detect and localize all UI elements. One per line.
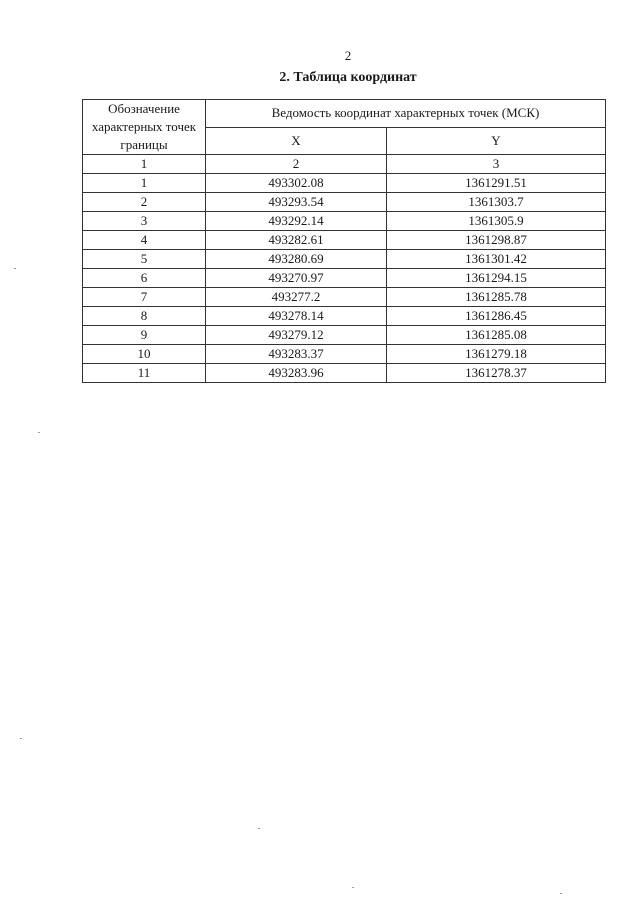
point-number-cell: 10 xyxy=(83,345,206,364)
y-coordinate-cell: 1361303.7 xyxy=(387,193,606,212)
points-column-header: Обозначение характерных точек границы xyxy=(83,100,206,155)
statement-header: Ведомость координат характерных точек (МСК) xyxy=(206,100,606,128)
table-row xyxy=(83,288,606,307)
x-coordinate-cell: 493302.08 xyxy=(206,174,387,193)
point-number-cell: 8 xyxy=(83,307,206,326)
x-coordinate-cell: 493270.97 xyxy=(206,269,387,288)
table-row xyxy=(83,269,606,288)
y-coordinate-cell: 1361278.37 xyxy=(387,364,606,383)
table-row xyxy=(83,193,606,212)
scan-speck xyxy=(14,268,16,269)
table-title: 2. Таблица координат xyxy=(279,70,417,85)
point-number-cell: 1 xyxy=(83,174,206,193)
table-row xyxy=(83,250,606,269)
y-coordinate-cell: 1361291.51 xyxy=(387,174,606,193)
x-coordinate-cell: 493282.61 xyxy=(206,231,387,250)
point-number-cell: 7 xyxy=(83,288,206,307)
x-column-header: X xyxy=(206,127,387,155)
x-coordinate-cell: 493283.96 xyxy=(206,364,387,383)
point-number-cell: 4 xyxy=(83,231,206,250)
y-coordinate-cell: 1361294.15 xyxy=(387,269,606,288)
table-row xyxy=(83,212,606,231)
coordinates-table xyxy=(82,99,606,383)
y-coordinate-cell: 1361301.42 xyxy=(387,250,606,269)
point-number-cell: 3 xyxy=(83,212,206,231)
x-coordinate-cell: 493277.2 xyxy=(206,288,387,307)
table-row xyxy=(83,174,606,193)
table-row xyxy=(83,326,606,345)
scan-speck xyxy=(38,432,40,433)
x-coordinate-cell: 493293.54 xyxy=(206,193,387,212)
scan-speck xyxy=(560,893,562,894)
y-coordinate-cell: 1361298.87 xyxy=(387,231,606,250)
scan-speck xyxy=(20,738,22,739)
scan-speck xyxy=(258,828,260,829)
point-number-cell: 11 xyxy=(83,364,206,383)
point-number-cell: 5 xyxy=(83,250,206,269)
index-cell: 3 xyxy=(387,155,606,174)
x-coordinate-cell: 493279.12 xyxy=(206,326,387,345)
y-column-header: Y xyxy=(387,127,606,155)
index-row xyxy=(83,155,606,174)
table-row xyxy=(83,345,606,364)
index-cell: 2 xyxy=(206,155,387,174)
y-coordinate-cell: 1361285.08 xyxy=(387,326,606,345)
table-row xyxy=(83,307,606,326)
x-coordinate-cell: 493283.37 xyxy=(206,345,387,364)
table-row xyxy=(83,364,606,383)
y-coordinate-cell: 1361285.78 xyxy=(387,288,606,307)
point-number-cell: 6 xyxy=(83,269,206,288)
scan-speck xyxy=(352,887,354,888)
x-coordinate-cell: 493292.14 xyxy=(206,212,387,231)
point-number-cell: 9 xyxy=(83,326,206,345)
x-coordinate-cell: 493278.14 xyxy=(206,307,387,326)
page-number: 2 xyxy=(344,48,352,63)
y-coordinate-cell: 1361286.45 xyxy=(387,307,606,326)
y-coordinate-cell: 1361305.9 xyxy=(387,212,606,231)
x-coordinate-cell: 493280.69 xyxy=(206,250,387,269)
index-cell: 1 xyxy=(83,155,206,174)
y-coordinate-cell: 1361279.18 xyxy=(387,345,606,364)
table-row xyxy=(83,231,606,250)
point-number-cell: 2 xyxy=(83,193,206,212)
